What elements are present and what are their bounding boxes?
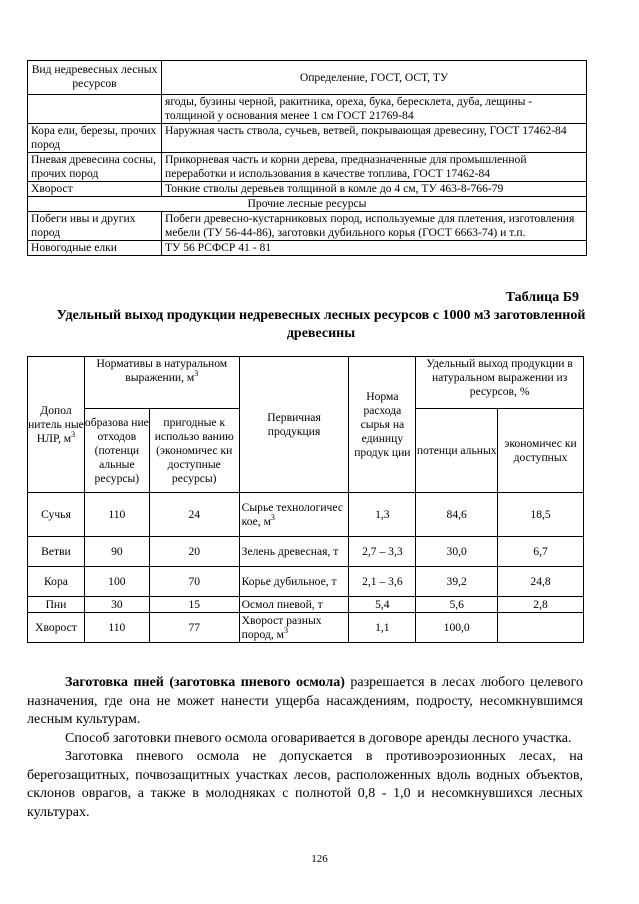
table-row (28, 241, 587, 256)
cell-waste: 90 (84, 537, 149, 567)
table-row (28, 182, 587, 197)
header-waste: образова ние отходов (потенци альные ресурсы) (84, 409, 149, 493)
cell-product: Зелень древесная, т (239, 537, 349, 567)
bold-term: Заготовка пней (заготовка пневого осмола) (65, 675, 345, 690)
header-suitable: пригодные к использо ванию (экономичес ки доступные ресурсы) (149, 409, 239, 493)
definition-cell: Прикорневая часть и корни дерева, предназначенные для промышленной переработки и использования в качестве топлива, ГОСТ 17462-84 (162, 153, 587, 182)
definition-cell: Побеги древесно-кустарниковых пород, используемые для плетения, изготовления мебели (ТУ 56-44-86), заготовки дубильного корья (ГОСТ 6663-74) и т.п. (162, 212, 587, 241)
table-row (28, 613, 584, 643)
table-header-row (28, 357, 584, 409)
resource-type-cell: Хворост (28, 182, 162, 197)
cell-name: Пни (28, 597, 85, 613)
section-title: Прочие лесные ресурсы (28, 197, 587, 212)
cell-norm: 5,4 (349, 597, 416, 613)
cell-economic (498, 613, 584, 643)
cell-product: Сырье технологичес кое, $м^3$ (239, 493, 349, 537)
cell-waste: 100 (84, 567, 149, 597)
cell-suitable: 77 (149, 613, 239, 643)
continuation-cell: ягоды, бузины черной, ракитника, ореха, бука, бересклета, дуба, лещины - толщиной у основания менее 1 см ГОСТ 21769-84 (162, 95, 587, 124)
cell-suitable: 15 (149, 597, 239, 613)
cell-name: Ветви (28, 537, 85, 567)
cell-potential: 84,6 (416, 493, 498, 537)
table-row (28, 493, 584, 537)
definition-cell: ТУ 56 РСФСР 41 - 81 (162, 241, 587, 256)
cell-product: Осмол пневой, т (239, 597, 349, 613)
cell-norm: 1,3 (349, 493, 416, 537)
resource-type-cell: Пневая древесина сосны, прочих пород (28, 153, 162, 182)
cell-suitable: 24 (149, 493, 239, 537)
table-row (28, 597, 584, 613)
cell-name: Сучья (28, 493, 85, 537)
cell-waste: 110 (84, 493, 149, 537)
cell-suitable: 70 (149, 567, 239, 597)
resources-definition-table (27, 60, 587, 256)
definition-cell: Наружная часть ствола, сучьев, ветвей, покрывающая древесину, ГОСТ 17462-84 (162, 124, 587, 153)
header-normatives: Нормативы в натуральном выражении, $м^3$ (84, 357, 239, 409)
header-resource-type: Вид недревесных лесных ресурсов (28, 61, 162, 95)
cell-potential: 100,0 (416, 613, 498, 643)
section-row (28, 197, 587, 212)
cell-norm: 2,7 – 3,3 (349, 537, 416, 567)
cell-waste: 110 (84, 613, 149, 643)
cell-product: Хворост разных пород, $м^3$ (239, 613, 349, 643)
cell-norm: 1,1 (349, 613, 416, 643)
header-potential: потенци альных (416, 409, 498, 493)
empty-cell (28, 95, 162, 124)
table-row (28, 153, 587, 182)
header-yield: Удельный выход продукции в натуральном выражении из ресурсов, % (416, 357, 584, 409)
table-title: Удельный выход продукции недревесных лесных ресурсов с 1000 м3 заготовленной древесины (56, 308, 586, 341)
cell-economic: 24,8 (498, 567, 584, 597)
table-row (28, 567, 584, 597)
header-definition: Определение, ГОСТ, ОСТ, ТУ (162, 61, 587, 95)
definition-cell: Тонкие стволы деревьев толщиной в комле до 4 см, ТУ 463-8-766-79 (162, 182, 587, 197)
header-norm: Норма расхода сырья на единицу продук ции (349, 357, 416, 493)
body-text (27, 674, 583, 822)
table-label: Таблица Б9 (505, 290, 579, 305)
table-header-row (28, 61, 587, 95)
header-additional: Допол нитель ные НЛР, $м^3$ (28, 357, 85, 493)
cell-economic: 6,7 (498, 537, 584, 567)
table-row (28, 95, 587, 124)
resource-type-cell: Побеги ивы и других пород (28, 212, 162, 241)
header-primary: Первичная продукция (239, 357, 349, 493)
cell-name: Кора (28, 567, 85, 597)
yield-table (27, 356, 584, 643)
table-row (28, 212, 587, 241)
cell-economic: 18,5 (498, 493, 584, 537)
paragraph: Способ заготовки пневого осмола оговаривается в договоре аренды лесного участка. (65, 730, 572, 746)
cell-product: Корье дубильное, т (239, 567, 349, 597)
resource-type-cell: Кора ели, березы, прочих пород (28, 124, 162, 153)
cell-waste: 30 (84, 597, 149, 613)
table-row (28, 124, 587, 153)
cell-economic: 2,8 (498, 597, 584, 613)
cell-name: Хворост (28, 613, 85, 643)
page-number: 126 (311, 853, 328, 865)
table-row (28, 537, 584, 567)
cell-potential: 5,6 (416, 597, 498, 613)
paragraph: Заготовка пневого осмола не допускается в противоэрозионных лесах, на берегозащитных, почвозащитных участках лесов, расположенных вдоль водных объектов, склонов оврагов, а также в молодняках с полнотой 0,8 - 1,0 и несомкнувшихся лесных культурах. (27, 749, 583, 820)
cell-suitable: 20 (149, 537, 239, 567)
resource-type-cell: Новогодные елки (28, 241, 162, 256)
header-economic: экономичес ки доступных (498, 409, 584, 493)
cell-potential: 30,0 (416, 537, 498, 567)
cell-potential: 39,2 (416, 567, 498, 597)
paragraph: Заготовка пней (заготовка пневого осмола) разрешается в лесах любого целевого назначения, где она не может нанести ущерба насаждениям, подросту, несомкнувшимся лесным культурам. (27, 675, 583, 727)
cell-norm: 2,1 – 3,6 (349, 567, 416, 597)
